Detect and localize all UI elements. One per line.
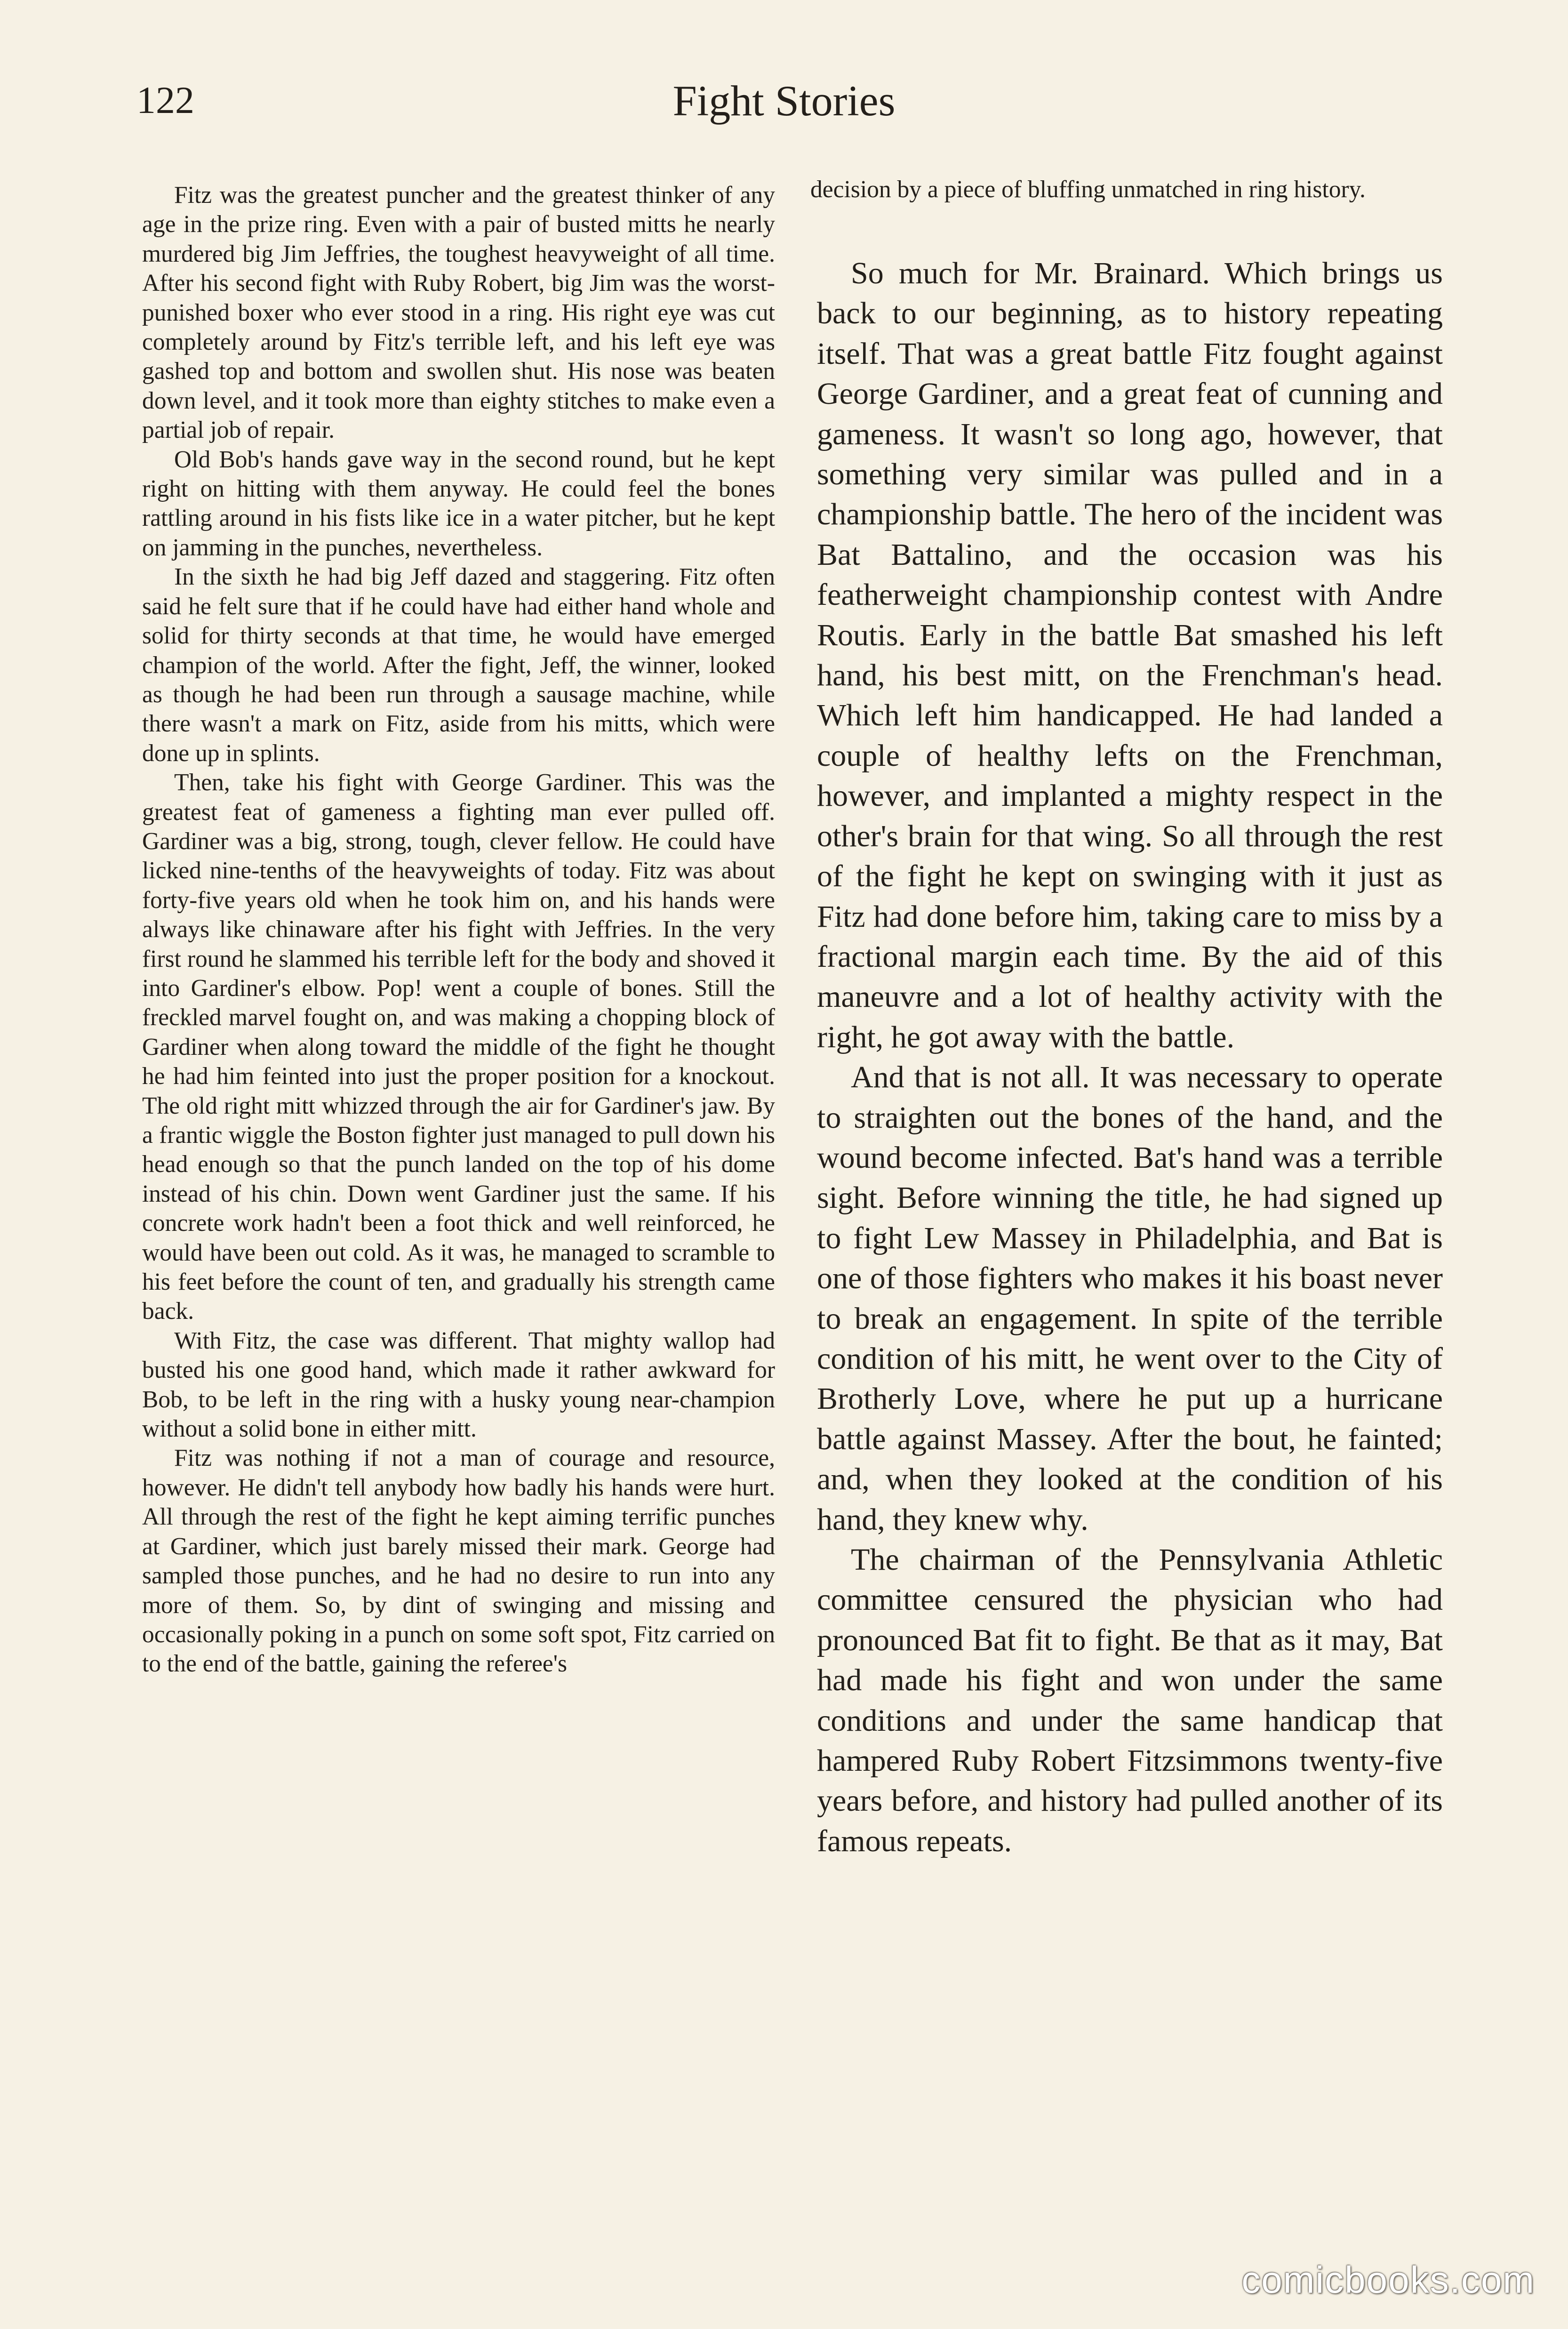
left-column	[142, 181, 775, 1679]
left-paragraph-5: With Fitz, the case was different. That mighty wallop had busted his one good hand, which made it rather awkward for Bob, to be left in the ring with a husky young near-champion without a solid bone in either mitt.	[142, 1327, 775, 1443]
left-paragraph-3: In the sixth he had big Jeff dazed and staggering. Fitz often said he felt sure that if he could have had either hand whole and solid for thirty seconds at that time, he would have emerged champion of the world. After the fight, Jeff, the winner, looked as though he had been run through a sausage machine, while there wasn't a mark on Fitz, aside from his mitts, which were done up in splints.	[142, 563, 775, 767]
right-paragraph-3: The chairman of the Pennsylvania Athletic committee censured the physician who had pronounced Bat fit to fight. Be that as it may, Bat had made his fight and won under the same conditions and under the same handicap that hampered Ruby Robert Fitzsimmons twenty-five years before, and history had pulled another of its famous repeats.	[817, 1542, 1443, 1858]
left-paragraph-2: Old Bob's hands gave way in the second round, but he kept right on hitting with them anyway. He could feel the bones rattling around in his fists like ice in a water pitcher, but he kept on jamming in the punches, nevertheless.	[142, 446, 775, 561]
running-title: Fight Stories	[672, 77, 896, 125]
right-column	[817, 253, 1443, 1861]
right-paragraph-2: And that is not all. It was necessary to operate to straighten out the bones of the hand, and the wound become infected. Bat's hand was a terrible sight. Before winning the title, he had signed up to fight Lew Massey in Philadelphia, and Bat is one of those fighters who makes it his boast never to break an engagement. In spite of the terrible condition of his mitt, he went over to the City of Brotherly Love, where he put up a hurricane battle against Massey. After the bout, he fainted; and, when they looked at the condition of his hand, they knew why.	[817, 1060, 1443, 1537]
continuation-text: decision by a piece of bluffing unmatched in ring history.	[810, 176, 1366, 203]
right-column-continuation	[810, 175, 1443, 204]
site-watermark: comicbooks.com	[1241, 2259, 1535, 2301]
left-paragraph-4: Then, take his fight with George Gardiner. This was the greatest feat of gameness a fighting man ever pulled off. Gardiner was a big, strong, tough, clever fellow. He could have licked nine-tenths of the heavyweights of today. Fitz was about forty-five years old when he took him on, and his hands were always like chinaware after his fight with Jeffries. In the very first round he slammed his terrible left for the body and shoved it into Gardiner's elbow. Pop! went a couple of bones. Still the freckled marvel fought on, and was making a chopping block of Gardiner when along toward the middle of the fight he thought he had him feinted into just the proper position for a knockout. The old right mitt whizzed through the air for Gardiner's jaw. By a frantic wiggle the Boston fighter just managed to pull down his head enough so that the punch landed on the top of his dome instead of his chin. Down went Gardiner just the same. If his concrete work hadn't been a foot thick and well reinforced, he would have been out cold. As it was, he managed to scramble to his feet before the count of ten, and gradually his strength came back.	[142, 769, 775, 1325]
left-paragraph-6: Fitz was nothing if not a man of courage and resource, however. He didn't tell anybody how badly his hands were hurt. All through the rest of the fight he kept aiming terrific punches at Gardiner, which just barely missed their mark. George had sampled those punches, and he had no desire to run into any more of them. So, by dint of swinging and missing and occasionally poking in a punch on some soft spot, Fitz carried on to the end of the battle, gaining the referee's	[142, 1445, 775, 1678]
left-paragraph-1: Fitz was the greatest puncher and the greatest thinker of any age in the prize ring. Even with a pair of busted mitts he nearly murdered big Jim Jeffries, the toughest heavyweight of all time. After his second fight with Ruby Robert, big Jim was the worst-punished boxer who ever stood in a ring. His right eye was cut completely around by Fitz's terrible left, and his left eye was gashed top and bottom and swollen shut. His nose was beaten down level, and it took more than eighty stitches to make even a partial job of repair.	[142, 182, 775, 444]
page-number: 122	[136, 79, 194, 121]
right-paragraph-1: So much for Mr. Brainard. Which brings us back to our beginning, as to history repeating itself. That was a great battle Fitz fought against George Gardiner, and a great feat of cunning and gameness. It wasn't so long ago, however, that something very similar was pulled and in a championship battle. The hero of the incident was Bat Battalino, and the occasion was his featherweight championship contest with Andre Routis. Early in the battle Bat smashed his left hand, his best mitt, on the Frenchman's head. Which left him handicapped. He had landed a couple of healthy lefts on the Frenchman, however, and implanted a mighty respect in the other's brain for that wing. So all through the rest of the fight he kept on swinging with it just as Fitz had done before him, taking care to miss by a fractional margin each time. By the aid of this maneuvre and a lot of healthy activity with the right, he got away with the battle.	[817, 256, 1443, 1054]
